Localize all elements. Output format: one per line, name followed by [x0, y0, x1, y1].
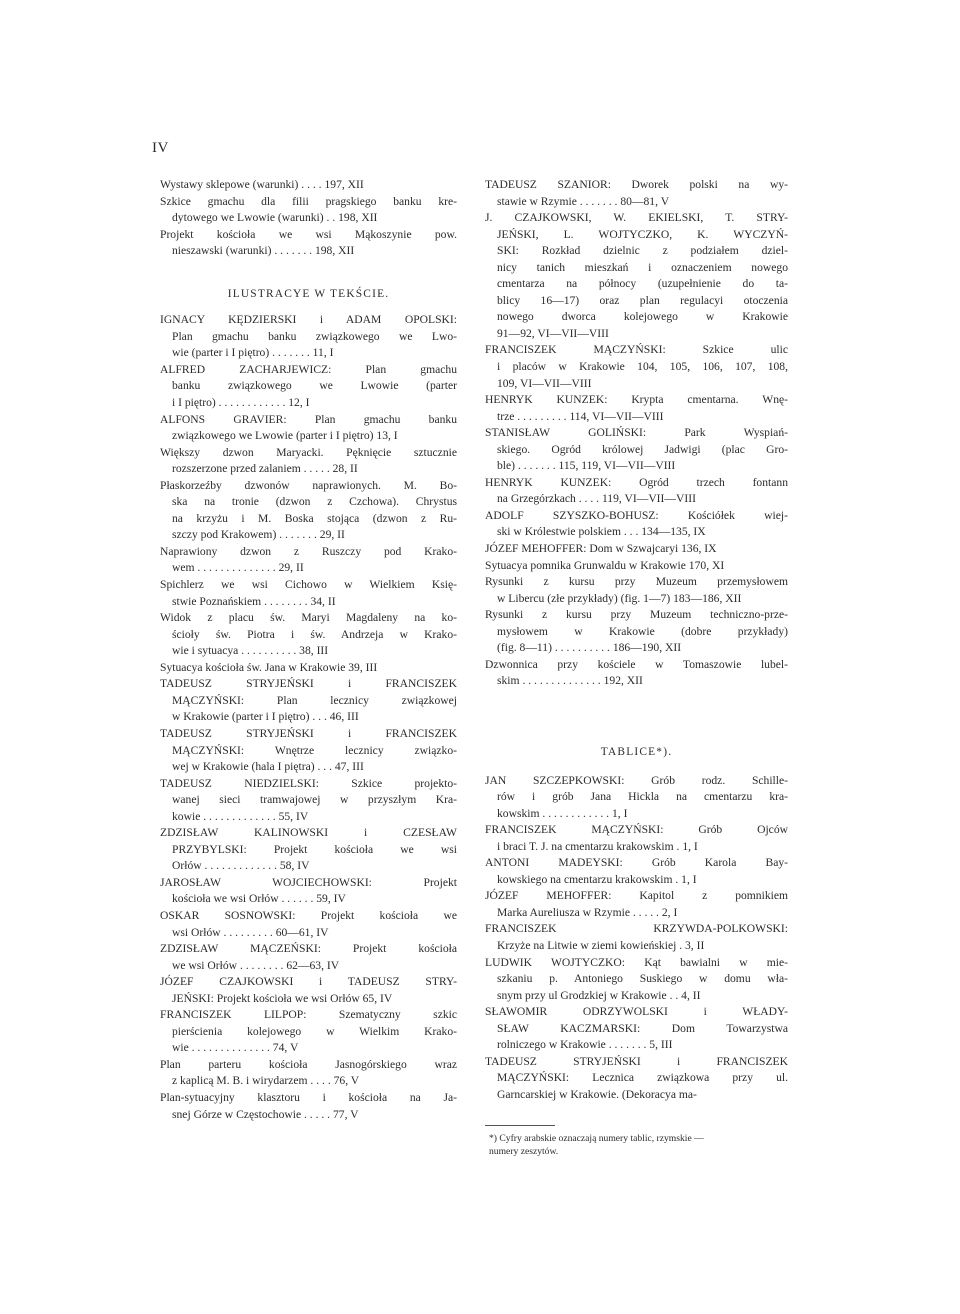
index-entry-line: kowie . . . . . . . . . . . . . 55, IV — [172, 809, 309, 823]
index-entry-line: (fig. 8—11) . . . . . . . . . . 186—190, XII — [497, 641, 682, 655]
index-entry-line: JEŃSKI, L. WOJTYCZKO, K. WYCZYŃ- — [497, 227, 788, 241]
index-entry-line: JAN SZCZEPKOWSKI: Grób rodz. Schille- — [485, 773, 788, 787]
index-entry-line: rozszerzone przed zalaniem . . . . . 28, II — [172, 462, 358, 476]
index-entry-line: skim . . . . . . . . . . . . . . 192, XII — [497, 674, 643, 688]
page-number: IV — [152, 140, 169, 156]
index-entry-line: JÓZEF MEHOFFER: Kapitol z pomnikiem — [485, 889, 788, 903]
index-entry — [160, 875, 457, 908]
index-entry-line: szkaniu p. Antoniego Suskiego w domu wła- — [497, 972, 788, 986]
index-entry-line: nieszawski (warunki) . . . . . . . 198, XII — [172, 244, 355, 258]
index-entry-line: Naprawiony dzwon z Ruszczy pod Krako- — [160, 544, 457, 558]
index-entry-line: ble) . . . . . . . 115, 119, VI—VII—VIII — [497, 459, 676, 473]
index-entry-line: HENRYK KUNZEK: Ogród trzech fontann — [485, 475, 788, 489]
index-entry-line: związkowego we Lwowie (parter i I piętro) 13, I — [172, 429, 398, 443]
index-entry-line: MĄCZYŃSKI: Plan lecznicy związkowej — [172, 693, 457, 707]
index-entry-line: J. CZAJKOWSKI, W. EKIELSKI, T. STRY- — [485, 211, 788, 225]
index-entry — [485, 475, 788, 508]
index-entry-line: wem . . . . . . . . . . . . . . 29, II — [172, 561, 304, 575]
index-entry-line: Projekt kościoła we wsi Mąkoszynie pow. — [160, 227, 457, 241]
index-entry — [160, 544, 457, 577]
index-entry — [160, 177, 457, 194]
right-column — [485, 177, 788, 1158]
index-entry-line: HENRYK KUNZEK: Krypta cmentarna. Wnę- — [485, 393, 788, 407]
index-entry-line: i braci T. J. na cmentarzu krakowskim . 1, I — [497, 839, 698, 853]
index-entry-line: LUDWIK WOJTYCZKO: Kąt bawialni w mie- — [485, 955, 788, 969]
index-entry-line: STANISŁAW GOLIŃSKI: Park Wyspiań- — [485, 426, 788, 440]
index-entry-line: SŁAWOMIR ODRZYWOLSKI i WŁADY- — [485, 1005, 788, 1019]
index-entry — [160, 1007, 457, 1057]
index-entry-line: PRZYBYLSKI: Projekt kościoła we wsi — [172, 842, 457, 856]
index-entry-line: trze . . . . . . . . . 114, VI—VII—VIII — [497, 409, 664, 423]
index-entry-line: banku związkowego we Lwowie (parter — [172, 379, 457, 393]
index-entry-line: Płaskorzeźby dzwonów naprawionych. M. Bo- — [160, 478, 457, 492]
index-entry-line: ANTONI MADEYSKI: Grób Karola Bay- — [485, 856, 788, 870]
index-entry-line: Rysunki z kursu przy Muzeum techniczno-prze- — [485, 608, 788, 622]
index-entry-line: kowskiego na cmentarzu krakowskim . 1, I — [497, 872, 697, 886]
index-entry-line: dytowego we Lwowie (warunki) . . 198, XII — [172, 211, 378, 225]
index-entry-line: JÓZEF MEHOFFER: Dom w Szwajcaryi 136, IX — [485, 542, 717, 556]
index-entry — [485, 607, 788, 657]
index-entry — [160, 776, 457, 826]
index-entry — [160, 194, 457, 227]
index-entry-line: snym przy ul Grodzkiej w Krakowie . . 4, II — [497, 988, 701, 1002]
index-entry-line: blicy 16—17) oraz plan regulacyi otoczenia — [497, 293, 788, 307]
footnote-line: numery zeszytów. — [489, 1146, 559, 1158]
index-entry-line: FRANCISZEK MĄCZYŃSKI: Szkice ulic — [485, 343, 788, 357]
index-entry — [160, 974, 457, 1007]
index-entry-line: nowego dworca kolejowego w Krakowie — [497, 310, 788, 324]
index-entry — [485, 1004, 788, 1054]
index-entry-line: Plan gmachu banku związkowego we Lwo- — [172, 329, 457, 343]
index-entry-line: Szkice gmachu dla filii pragskiego banku kre- — [160, 194, 457, 208]
index-entry — [485, 508, 788, 541]
index-entry-line: ADOLF SZYSZKO-BOHUSZ: Kościółek wiej- — [485, 508, 788, 522]
index-entry-line: JEŃSKI: Projekt kościoła we wsi Orłów 65, IV — [172, 991, 393, 1005]
index-entry — [485, 822, 788, 855]
index-entry — [160, 660, 457, 677]
index-entry — [160, 676, 457, 726]
index-entry-line: IGNACY KĘDZIERSKI i ADAM OPOLSKI: — [160, 313, 457, 327]
index-entry-line: pierścienia kolejowego w Wielkim Krako- — [172, 1024, 457, 1038]
index-entry — [485, 1054, 788, 1104]
index-entry — [485, 955, 788, 1005]
index-entry — [160, 312, 457, 362]
index-entry-line: rów i grób Jana Hickla na cmentarzu kra- — [497, 790, 788, 804]
index-entry-line: MĄCZYŃSKI: Lecznica związkowa przy ul. — [497, 1071, 788, 1085]
index-entry — [485, 342, 788, 392]
index-entry-line: Plan parteru kościoła Jasnogórskiego wraz — [160, 1057, 457, 1071]
index-entry-line: wsi Orłów . . . . . . . . . 60—61, IV — [172, 925, 329, 939]
index-entry-line: na krzyżu i M. Boska stojąca (dzwon z Ru- — [172, 511, 457, 525]
index-entry-line: TADEUSZ STRYJEŃSKI i FRANCISZEK — [160, 677, 457, 691]
index-entry — [160, 610, 457, 660]
text-illustrations-list-continued — [485, 177, 788, 690]
index-entry — [485, 574, 788, 607]
index-entry-line: Większy dzwon Maryacki. Pęknięcie sztucznie — [160, 445, 457, 459]
index-entry-line: Rysunki z kursu przy Muzeum przemysłowem — [485, 575, 788, 589]
index-entry-line: SKI: Rozkład dzielnic z podziałem dziel- — [497, 244, 788, 258]
index-entry — [160, 478, 457, 544]
plates-list — [485, 773, 788, 1104]
index-entry-line: stwie Poznańskiem . . . . . . . . 34, II — [172, 594, 336, 608]
footnote — [485, 1132, 788, 1158]
index-entry — [160, 941, 457, 974]
index-entry — [485, 773, 788, 823]
footnote-rule — [485, 1125, 555, 1126]
index-entry-line: Krzyże na Litwie w ziemi kowieńskiej . 3, II — [497, 938, 705, 952]
index-entry-line: z kaplicą M. B. i wirydarzem . . . . 76, V — [172, 1074, 360, 1088]
index-entry-line: ska na tronie (dzwon z Czchowa). Chrystus — [172, 495, 457, 509]
index-entry-line: mysłowem w Krakowie (dobre przykłady) — [497, 624, 788, 638]
index-entry-line: wie i sytuacya . . . . . . . . . . 38, III — [172, 644, 329, 658]
index-entry-line: rolniczego w Krakowie . . . . . . . 5, III — [497, 1038, 673, 1052]
index-entry-line: Sytuacya pomnika Grunwaldu w Krakowie 170, XI — [485, 558, 725, 572]
index-entry-line: i I piętro) . . . . . . . . . . . . 12, I — [172, 396, 310, 410]
index-entry-line: kowskim . . . . . . . . . . . . 1, I — [497, 806, 628, 820]
index-entry — [485, 921, 788, 954]
index-entry — [160, 412, 457, 445]
index-entry — [485, 558, 788, 575]
index-entry-line: 109, VI—VII—VIII — [497, 376, 592, 390]
index-entry-line: Orłów . . . . . . . . . . . . . 58, IV — [172, 859, 310, 873]
index-entry-line: wie . . . . . . . . . . . . . . 74, V — [172, 1041, 299, 1055]
index-entry-line: TADEUSZ STRYJEŃSKI i FRANCISZEK — [160, 726, 457, 740]
index-entry — [485, 210, 788, 342]
index-entry — [485, 855, 788, 888]
index-entry-line: ZDZISŁAW MĄCZEŃSKI: Projekt kościoła — [160, 942, 457, 956]
index-entry — [160, 825, 457, 875]
index-entry-line: FRANCISZEK KRZYWDA-POLKOWSKI: — [485, 922, 788, 936]
index-entry-line: kościoła we wsi Orłów . . . . . . 59, IV — [172, 892, 346, 906]
index-entry-line: stawie w Rzymie . . . . . . . 80—81, V — [497, 194, 670, 208]
index-entry-line: TADEUSZ STRYJEŃSKI i FRANCISZEK — [485, 1054, 788, 1068]
index-entry-line: TADEUSZ NIEDZIELSKI: Szkice projekto- — [160, 776, 457, 790]
text-illustrations-list — [160, 312, 457, 1123]
index-entry-line: na Grzegórzkach . . . . 119, VI—VII—VIII — [497, 492, 696, 506]
index-entry-line: Garncarskiej w Krakowie. (Dekoracya ma- — [497, 1087, 697, 1101]
index-entry — [160, 577, 457, 610]
index-entry-line: nicy tanich mieszkań i oznaczeniem nowego — [497, 260, 788, 274]
index-entry-line: JAROSŁAW WOJCIECHOWSKI: Projekt — [160, 875, 457, 889]
index-entry-line: OSKAR SOSNOWSKI: Projekt kościoła we — [160, 908, 457, 922]
index-entry-line: MĄCZYŃSKI: Wnętrze lecznicy związko- — [172, 743, 457, 757]
index-entry-line: snej Górze w Częstochowie . . . . . 77, V — [172, 1107, 359, 1121]
index-entry-line: Widok z placu św. Maryi Magdaleny na ko- — [160, 611, 457, 625]
index-entry — [485, 541, 788, 558]
index-entry-line: ALFRED ZACHARJEWICZ: Plan gmachu — [160, 362, 457, 376]
index-entry-line: Marka Aureliusza w Rzymie . . . . . 2, I — [497, 905, 678, 919]
index-entry-line: cmentarza na północy (uzupełnienie do ta- — [497, 277, 788, 291]
index-entry-line: wie (parter i I piętro) . . . . . . . 11, I — [172, 346, 334, 360]
text-illustrations-heading: ILUSTRACYE W TEKŚCIE. — [227, 287, 390, 300]
index-entry — [160, 1090, 457, 1123]
index-entry — [485, 177, 788, 210]
index-entry-line: we wsi Orłów . . . . . . . . 62—63, IV — [172, 958, 340, 972]
index-entry — [485, 888, 788, 921]
index-entry — [485, 657, 788, 690]
index-entry-line: JÓZEF CZAJKOWSKI i TADEUSZ STRY- — [160, 975, 457, 989]
index-entry-line: Plan-sytuacyjny klasztoru i kościoła na Ja- — [160, 1090, 457, 1104]
index-entry-line: Sytuacya kościoła św. Jana w Krakowie 39, III — [160, 660, 378, 674]
competition-list — [160, 177, 457, 260]
index-entry — [160, 445, 457, 478]
index-entry — [485, 425, 788, 475]
index-entry — [160, 362, 457, 412]
index-entry-line: FRANCISZEK LILPOP: Szematyczny szkic — [160, 1008, 457, 1022]
index-entry — [485, 392, 788, 425]
left-column — [160, 177, 457, 1123]
index-entry-line: 91—92, VI—VII—VIII — [497, 326, 609, 340]
index-entry — [160, 726, 457, 776]
footnote-line: *) Cyfry arabskie oznaczają numery tablic, rzymskie — — [489, 1133, 704, 1145]
index-entry-line: FRANCISZEK MĄCZYŃSKI: Grób Ojców — [485, 823, 788, 837]
index-entry-line: ścioły św. Piotra i św. Andrzeja w Krako- — [172, 627, 457, 641]
index-entry-line: skiego. Ogród królowej Jadwigi (plac Gro- — [497, 442, 788, 456]
index-entry-line: w Krakowie (parter i I piętro) . . . 46, III — [172, 710, 359, 724]
plates-heading: TABLICE*). — [600, 745, 673, 758]
index-entry-line: i placów w Krakowie 104, 105, 106, 107, 108, — [497, 360, 788, 374]
index-entry-line: Dzwonnica przy kościele w Tomaszowie lubel- — [485, 657, 788, 671]
index-entry — [160, 908, 457, 941]
index-entry-line: wej w Krakowie (hala I piętra) . . . 47, III — [172, 760, 364, 774]
index-entry-line: Spichlerz we wsi Cichowo w Wielkiem Księ- — [160, 578, 457, 592]
index-entry — [160, 227, 457, 260]
index-entry-line: SŁAW KACZMARSKI: Dom Towarzystwa — [497, 1021, 788, 1035]
index-entry — [160, 1057, 457, 1090]
index-entry-line: szczy pod Krakowem) . . . . . . . 29, II — [172, 528, 345, 542]
index-entry-line: w Libercu (złe przykłady) (fig. 1—7) 183—186, XII — [497, 591, 742, 605]
index-entry-line: wanej sieci tramwajowej w przyszłym Kra- — [172, 793, 457, 807]
index-entry-line: ZDZISŁAW KALINOWSKI i CZESŁAW — [160, 826, 457, 840]
index-entry-line: ALFONS GRAVIER: Plan gmachu banku — [160, 412, 457, 426]
index-entry-line: ski w Królestwie polskiem . . . 134—135, IX — [497, 525, 706, 539]
index-entry-line: TADEUSZ SZANIOR: Dworek polski na wy- — [485, 178, 788, 191]
index-entry-line: Wystawy sklepowe (warunki) . . . . 197, XII — [160, 178, 364, 191]
